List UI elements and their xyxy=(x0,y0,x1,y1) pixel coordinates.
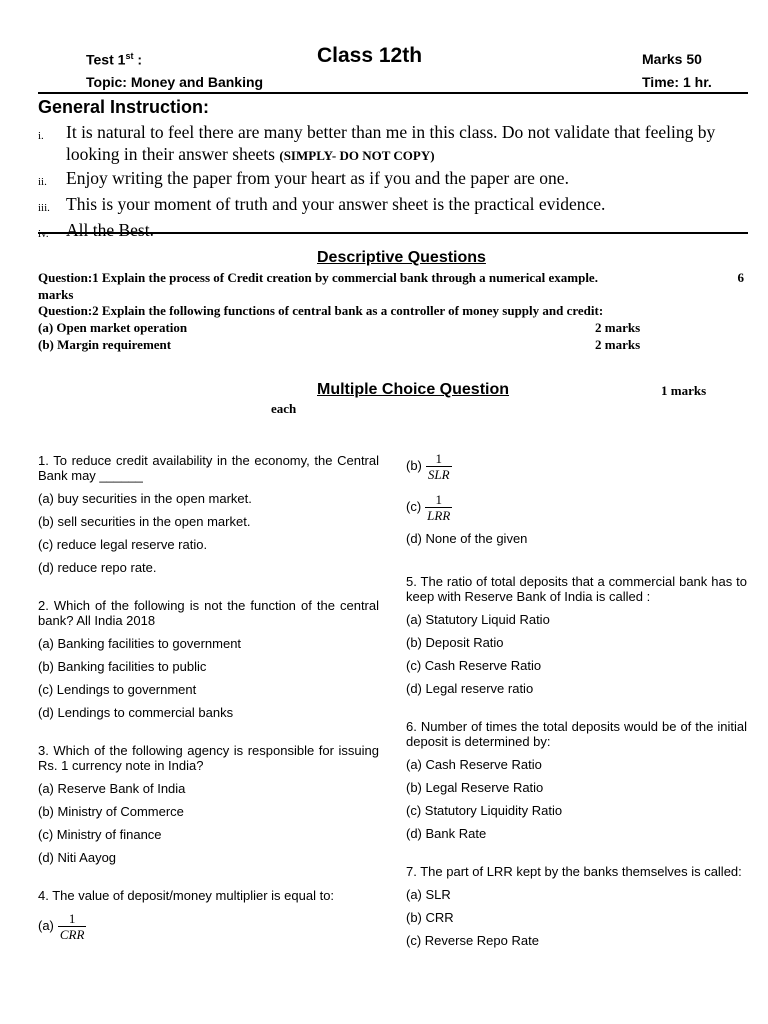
mcq-question-5: 5. The ratio of total deposits that a commercial bank has to keep with Reserve Bank of India is called : (a) Statutory Liquid Ratio (b) Deposit Ratio (c) Cash Reserve Ratio (d) Legal reserve ratio xyxy=(406,574,747,696)
option-fraction: (c) $\frac{1}{\text{LRR}}$ xyxy=(406,492,451,523)
option: (b) sell securities in the open market. xyxy=(38,514,251,529)
option: (d) Bank Rate xyxy=(406,826,487,841)
option: (d) Niti Aayog xyxy=(38,850,117,865)
option: (d) Lendings to commercial banks xyxy=(38,705,234,720)
mcq-question-1: 1. To reduce credit availability in the economy, the Central Bank may ______ (a) buy securities in the open market. (b) sell securities in the open market. (c) reduce legal reserve ratio. (d) reduce repo rate. xyxy=(38,453,379,575)
option: (a) buy securities in the open market. xyxy=(38,491,252,506)
option: (a) Statutory Liquid Ratio xyxy=(406,612,550,627)
option: (b) Banking facilities to public xyxy=(38,659,207,674)
descriptive-question-1: Question:1 Explain the process of Credit creation by commercial bank through a numerical example. 6 marks xyxy=(38,269,750,303)
option: (a) Banking facilities to government xyxy=(38,636,242,651)
option: (c) Ministry of finance xyxy=(38,827,162,842)
topic: Topic: Money and Banking xyxy=(86,74,264,90)
option-fraction: (b) $\frac{1}{\text{SLR}}$ xyxy=(406,451,450,482)
mcq-marks: 1 marks xyxy=(661,383,707,398)
mcq-question-4: 4. The value of deposit/money multiplier is equal to: (a) $\frac{1}{\text{CRR}}$ xyxy=(38,888,379,942)
mcq-question-3: 3. Which of the following agency is responsible for issuing Rs. 1 currency note in India? (a) Reserve Bank of India (b) Ministry of Commerce (c) Ministry of finance (d) Niti Aayog xyxy=(38,743,379,865)
mcq-question-7: 7. The part of LRR kept by the banks themselves is called: (a) SLR (b) CRR (c) Reverse Repo Rate xyxy=(406,864,747,948)
option: (d) Legal reserve ratio xyxy=(406,681,534,696)
instruction-item: ii. Enjoy writing the paper from your heart as if you and the paper are one. xyxy=(38,168,569,188)
option: (b) Legal Reserve Ratio xyxy=(406,780,544,795)
option: (d) reduce repo rate. xyxy=(38,560,157,575)
q2-part-a: (a) Open market operation 2 marks xyxy=(38,320,641,335)
mcq-question-6: 6. Number of times the total deposits would be of the initial deposit is determined by: (a) Cash Reserve Ratio (b) Legal Reserve Ratio (c) Statutory Liquidity Ratio (d) Bank Rate xyxy=(406,719,747,841)
option: (c) Cash Reserve Ratio xyxy=(406,658,542,673)
fraction: $\frac{1}{\text{CRR}}$ xyxy=(59,911,85,942)
option: (c) Statutory Liquidity Ratio xyxy=(406,803,563,818)
fraction: $\frac{1}{\text{SLR}}$ xyxy=(427,451,450,482)
mcq-right-column xyxy=(406,451,747,948)
option: (c) Lendings to government xyxy=(38,682,197,697)
option: (d) None of the given xyxy=(406,531,528,546)
test-label: Test 1st : xyxy=(86,51,143,68)
instruction-item: i. It is natural to feel there are many better than me in this class. Do not validate that feeling by looking in their answer sheets (SIMPLY- DO NOT COPY) xyxy=(38,122,716,164)
descriptive-question-2: Question:2 Explain the following functions of central bank as a controller of money supply and credit: (a) Open market operation 2 marks (b) Margin requirement 2 marks xyxy=(38,302,750,353)
option-fraction: (a) $\frac{1}{\text{CRR}}$ xyxy=(38,911,85,942)
mcq-left-column xyxy=(38,453,379,942)
mcq-section-title: Multiple Choice Question xyxy=(317,381,510,398)
option: (c) reduce legal reserve ratio. xyxy=(38,537,208,552)
q1-marks: 6 xyxy=(737,270,744,285)
header-divider xyxy=(38,92,748,94)
test-label-superscript: st xyxy=(125,51,134,61)
mcq-marks-each: each xyxy=(271,401,297,416)
option: (c) Reverse Repo Rate xyxy=(406,933,539,948)
option: (a) SLR xyxy=(406,887,451,902)
total-marks: Marks 50 xyxy=(642,51,702,67)
option: (b) Ministry of Commerce xyxy=(38,804,184,819)
option: (a) Reserve Bank of India xyxy=(38,781,186,796)
general-instruction-list xyxy=(38,121,750,245)
descriptive-section-title: Descriptive Questions xyxy=(317,249,486,266)
instruction-divider xyxy=(38,232,748,234)
instruction-item: iii. This is your moment of truth and your answer sheet is the practical evidence. xyxy=(38,194,606,214)
q2-part-b: (b) Margin requirement 2 marks xyxy=(38,337,641,352)
general-instruction-title: General Instruction: xyxy=(38,97,210,117)
q1-marks-word: marks xyxy=(38,287,74,302)
class-title: Class 12th xyxy=(317,44,423,67)
time-allowed: Time: 1 hr. xyxy=(642,74,712,90)
option: (b) CRR xyxy=(406,910,454,925)
instruction-item: iv. All the Best. xyxy=(38,220,154,240)
mcq-question-2: 2. Which of the following is not the function of the central bank? All India 2018 (a) Banking facilities to government (b) Banking facilities to public (c) Lendings to government (d) Lendings to commercial banks xyxy=(38,598,379,720)
option: (a) Cash Reserve Ratio xyxy=(406,757,542,772)
fraction: $\frac{1}{\text{LRR}}$ xyxy=(427,492,451,523)
option: (b) Deposit Ratio xyxy=(406,635,504,650)
